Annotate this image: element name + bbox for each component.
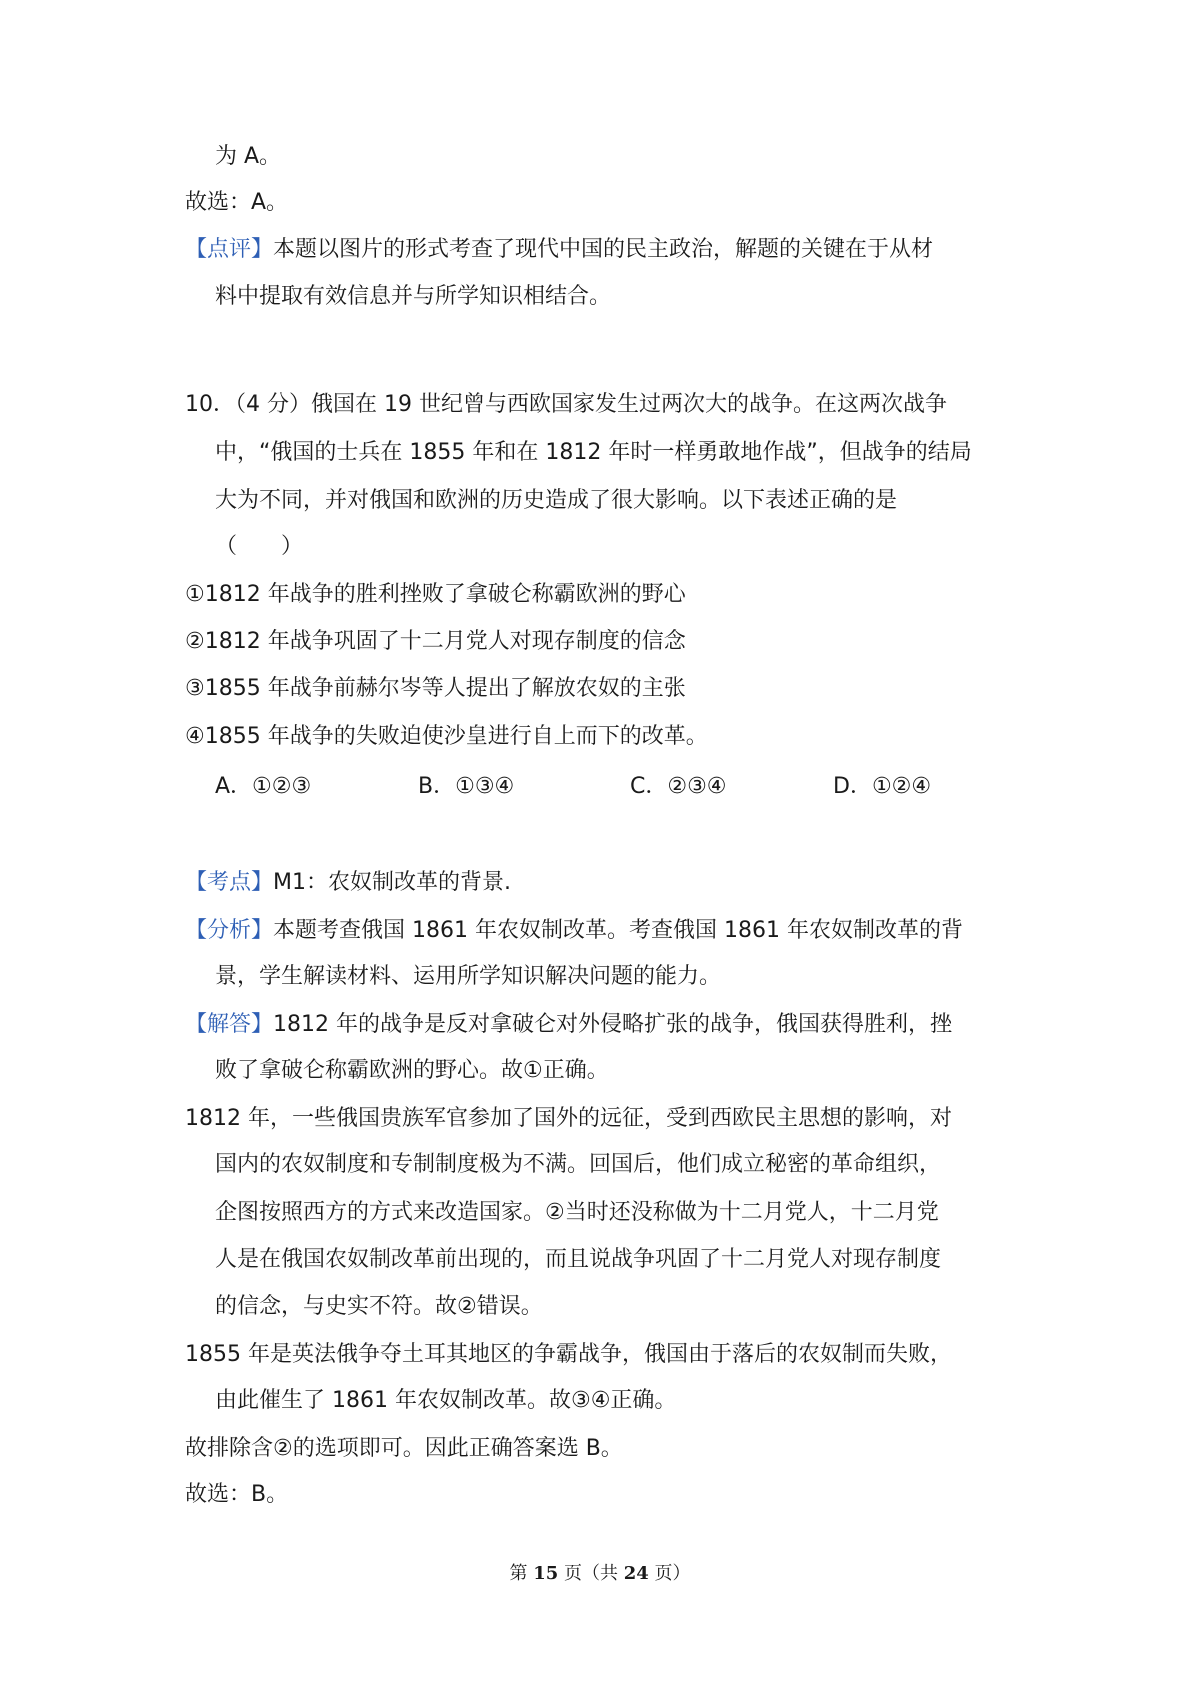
fenxi-line [185,916,963,946]
page-footer [0,1562,1200,1586]
text-line: 人是在俄国农奴制改革前出现的，而且说战争巩固了十二月党人对现存制度 [215,1247,942,1272]
question-stem: 中，“俄国的士兵在 1855 年和在 1812 年时一样勇敢地作战”，但战争的结局 [215,440,972,465]
text-line: 由此催生了 1861 年农奴制改革。故③④正确。 [215,1388,677,1413]
question-stem: 大为不同，并对俄国和欧洲的历史造成了很大影响。以下表述正确的是 [215,488,898,513]
text-line: 败了拿破仑称霸欧洲的野心。故①正确。 [215,1058,609,1083]
statement: ②1812 年战争巩固了十二月党人对现存制度的信念 [185,629,686,654]
kaodian-tag: 【考点】 [185,870,274,895]
footer-suffix: 页） [648,1563,691,1584]
question-blank: （ ） [215,534,304,559]
text-line: 故选：B。 [185,1482,289,1507]
fenxi-tag: 【分析】 [185,918,274,943]
text-line: 1812 年，一些俄国贵族军官参加了国外的远征，受到西欧民主思想的影响，对 [185,1106,952,1131]
comment-tag: 【点评】 [185,237,274,262]
fenxi-text: 本题考查俄国 1861 年农奴制改革。考查俄国 1861 年农奴制改革的背 [273,918,963,943]
option-d: D．①②④ [833,774,932,799]
text-line: 故排除含②的选项即可。因此正确答案选 B。 [185,1436,623,1461]
text-line: 企图按照西方的方式来改造国家。②当时还没称做为十二月党人，十二月党 [215,1200,939,1225]
option-a: A．①②③ [215,774,312,799]
footer-middle: 页（共 [558,1563,624,1584]
statement: ①1812 年战争的胜利挫败了拿破仑称霸欧洲的野心 [185,582,686,607]
jieda-text: 1812 年的战争是反对拿破仑对外侵略扩张的战争，俄国获得胜利，挫 [273,1012,952,1037]
text-line: 为 A。 [215,144,282,169]
text-line: 1855 年是英法俄争夺土耳其地区的争霸战争，俄国由于落后的农奴制而失败， [185,1342,952,1367]
current-page-number: 15 [533,1563,559,1584]
text-line: 景，学生解读材料、运用所学知识解决问题的能力。 [215,964,722,989]
kaodian-text: M1：农奴制改革的背景. [273,870,511,895]
question-stem: 10．（4 分）俄国在 19 世纪曾与西欧国家发生过两次大的战争。在这两次战争 [185,392,947,417]
jieda-line [185,1010,952,1040]
option-b: B．①③④ [418,774,515,799]
statement: ④1855 年战争的失败迫使沙皇进行自上而下的改革。 [185,724,708,749]
comment-line [185,235,933,265]
comment-text: 本题以图片的形式考查了现代中国的民主政治，解题的关键在于从材 [273,237,934,262]
footer-prefix: 第 [509,1563,534,1584]
jieda-tag: 【解答】 [185,1012,274,1037]
text-line: 国内的农奴制度和专制制度极为不满。回国后，他们成立秘密的革命组织， [215,1152,942,1177]
text-line: 的信念，与史实不符。故②错误。 [215,1294,543,1319]
text-line: 料中提取有效信息并与所学知识相结合。 [215,284,612,309]
statement: ③1855 年战争前赫尔岑等人提出了解放农奴的主张 [185,676,686,701]
kaodian-line [185,868,511,898]
total-page-number: 24 [623,1563,649,1584]
text-line: 故选：A。 [185,190,289,215]
option-c: C．②③④ [630,774,727,799]
